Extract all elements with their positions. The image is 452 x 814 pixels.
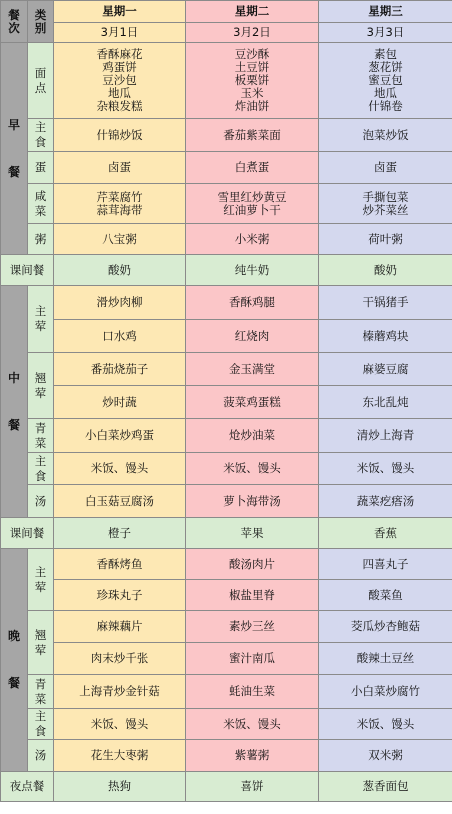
dish-line: 麻婆豆腐 (362, 361, 409, 376)
dish-line: 米饭、馒头 (90, 716, 149, 731)
wed-dish-cell (319, 224, 452, 255)
mon-dish-cell (54, 453, 186, 485)
dish-line: 素包 (374, 47, 397, 61)
tue-dish-cell (186, 386, 319, 419)
dish-line: 炒芥菜丝 (362, 202, 409, 217)
dish-line: 金玉满堂 (229, 361, 275, 376)
tue-dish-cell (186, 549, 319, 580)
dish-line: 香酥麻花 (96, 47, 143, 61)
day-header: 星期一 (54, 1, 186, 23)
tue-snack-cell: 苹果 (186, 518, 319, 549)
mon-dish-cell (54, 152, 186, 184)
mon-dish-cell (54, 549, 186, 580)
date-header: 3月3日 (319, 23, 452, 43)
dish-line: 荷叶粥 (368, 231, 403, 246)
dish-line: 炸油饼 (234, 99, 270, 113)
dish-line: 八宝粥 (102, 231, 137, 246)
dish-line: 米饭、馒头 (223, 461, 281, 475)
category-header-char: 别 (34, 20, 47, 35)
tue-dish-cell (186, 353, 319, 386)
dish-line: 香酥鸡腿 (229, 295, 275, 309)
wed-dish-cell (319, 675, 452, 709)
date-header: 3月2日 (186, 23, 319, 43)
tue-dish-cell (186, 184, 319, 224)
category-char: 主 (34, 453, 47, 468)
tue-dish-cell (186, 453, 319, 485)
dish-line: 酸辣土豆丝 (356, 651, 415, 665)
category-cell (28, 485, 54, 518)
category-cell (28, 419, 54, 453)
dish-line: 麻辣藕片 (96, 619, 143, 633)
mon-dish-cell (54, 184, 186, 224)
category-char: 食 (34, 135, 47, 149)
dish-line: 萝卜海带汤 (223, 493, 281, 508)
dish-line: 清炒上海青 (356, 428, 415, 442)
category-char: 主 (34, 120, 47, 134)
dish-line: 米饭、馒头 (356, 716, 415, 731)
dish-line: 炝炒油菜 (229, 428, 275, 442)
dish-line: 蚝油生菜 (229, 684, 275, 698)
wed-dish-cell (319, 386, 452, 419)
dish-line: 板栗饼 (234, 73, 270, 87)
mon-dish-cell (54, 320, 186, 353)
meal-label-char: 餐 (7, 417, 20, 432)
category-cell (28, 43, 54, 119)
mon-dish-cell (54, 43, 186, 119)
dish-line: 豆沙包 (102, 73, 137, 87)
dish-line: 芹菜腐竹 (96, 189, 143, 204)
dish-line: 杂粮发糕 (96, 99, 143, 113)
dinner-meal-label (1, 549, 28, 772)
category-column-header (28, 1, 54, 43)
dish-line: 口水鸡 (102, 328, 137, 343)
tue-dish-cell (186, 709, 319, 740)
tue-dish-cell (186, 643, 319, 675)
dish-line: 地瓜 (108, 86, 131, 100)
mon-snack-cell: 热狗 (54, 772, 186, 802)
category-char: 主 (34, 564, 47, 579)
dish-line: 榛蘑鸡块 (362, 328, 409, 343)
wed-dish-cell (319, 152, 452, 184)
dish-line: 酸汤肉片 (229, 556, 275, 571)
category-char: 翘 (34, 370, 47, 385)
dish-line: 雪里红炒黄豆 (217, 189, 287, 204)
wed-dish-cell (319, 119, 452, 152)
dish-line: 茭瓜炒杏鲍菇 (351, 619, 420, 633)
dish-line: 蒜茸海带 (96, 202, 143, 217)
mon-dish-cell (54, 709, 186, 740)
tue-dish-cell (186, 580, 319, 611)
category-cell (28, 453, 54, 485)
mon-dish-cell (54, 419, 186, 453)
tue-dish-cell (186, 152, 319, 184)
tue-snack-cell: 喜饼 (186, 772, 319, 802)
wed-dish-cell (319, 643, 452, 675)
dish-line: 紫薯粥 (234, 748, 270, 762)
category-char: 主 (34, 304, 47, 318)
category-cell (28, 119, 54, 152)
meal-label-char: 晚 (7, 629, 20, 643)
category-cell (28, 675, 54, 709)
category-char: 菜 (34, 203, 47, 218)
category-char: 荤 (34, 385, 47, 400)
tue-dish-cell (186, 485, 319, 518)
dish-line: 东北乱炖 (362, 394, 409, 409)
wed-dish-cell (319, 43, 452, 119)
dish-line: 酸菜鱼 (368, 587, 403, 602)
wed-dish-cell (319, 580, 452, 611)
snack_afternoon-label: 课间餐 (1, 518, 54, 549)
tue-dish-cell (186, 43, 319, 119)
category-cell (28, 286, 54, 353)
day-header: 星期二 (186, 1, 319, 23)
dish-line: 土豆饼 (234, 60, 270, 74)
tue-dish-cell (186, 675, 319, 709)
mon-snack-cell: 酸奶 (54, 255, 186, 286)
meal-column-header (1, 1, 28, 43)
category-cell (28, 353, 54, 419)
category-char: 食 (34, 468, 47, 483)
dish-line: 花生大枣粥 (90, 748, 149, 762)
dish-line: 豆沙酥 (234, 47, 270, 61)
wed-dish-cell (319, 419, 452, 453)
mon-dish-cell (54, 611, 186, 643)
breakfast-meal-label (1, 43, 28, 255)
dish-line: 炒时蔬 (102, 394, 137, 409)
dish-line: 肉末炒千张 (90, 651, 149, 665)
dish-line: 什锦炒饭 (96, 127, 143, 142)
category-char: 菜 (34, 435, 47, 450)
dish-line: 玉米 (240, 86, 264, 100)
tue-dish-cell (186, 119, 319, 152)
dish-line: 素炒三丝 (229, 619, 275, 633)
category-cell (28, 709, 54, 740)
mon-snack-cell: 橙子 (54, 518, 186, 549)
category-char: 主 (34, 709, 47, 723)
dish-line: 番茄烧茄子 (90, 361, 149, 376)
tue-dish-cell (186, 740, 319, 772)
tue-dish-cell (186, 419, 319, 453)
tue-dish-cell (186, 320, 319, 353)
dish-line: 红油萝卜干 (223, 202, 281, 217)
dish-line: 四喜丸子 (362, 556, 409, 571)
tue-dish-cell (186, 286, 319, 320)
mon-dish-cell (54, 485, 186, 518)
meal-label-char: 餐 (7, 676, 20, 690)
mon-dish-cell (54, 643, 186, 675)
dish-line: 米饭、馒头 (223, 716, 281, 731)
dish-line: 地瓜 (374, 86, 397, 100)
category-char: 汤 (34, 748, 47, 762)
wed-dish-cell (319, 485, 452, 518)
mon-dish-cell (54, 386, 186, 419)
tue-dish-cell (186, 224, 319, 255)
snack_morning-label: 课间餐 (1, 255, 54, 286)
dish-line: 葱花饼 (368, 60, 403, 74)
lunch-meal-label (1, 286, 28, 518)
dish-line: 什锦卷 (368, 99, 403, 113)
day-header: 星期三 (319, 1, 452, 23)
category-char: 荤 (34, 319, 47, 333)
meal-label-char: 餐 (7, 164, 20, 179)
mon-dish-cell (54, 740, 186, 772)
mon-dish-cell (54, 224, 186, 255)
dish-line: 珍珠丸子 (96, 587, 143, 602)
dish-line: 泡菜炒饭 (362, 127, 409, 142)
category-char: 点 (34, 80, 47, 95)
wed-dish-cell (319, 184, 452, 224)
wed-dish-cell (319, 453, 452, 485)
tue-snack-cell: 纯牛奶 (186, 255, 319, 286)
meal-label-char: 早 (7, 117, 20, 132)
dish-line: 香酥烤鱼 (96, 556, 143, 571)
dish-line: 滑炒肉柳 (96, 295, 143, 309)
category-header-char: 类 (34, 7, 47, 22)
dish-line: 番茄紫菜面 (223, 127, 281, 142)
category-char: 蛋 (34, 160, 47, 174)
dish-line: 小白菜炒腐竹 (351, 684, 420, 698)
dish-line: 手撕包菜 (362, 189, 409, 204)
wed-snack-cell: 香蕉 (319, 518, 452, 549)
dish-line: 蜜豆包 (368, 73, 403, 87)
meal-header-char: 次 (8, 20, 20, 35)
category-char: 食 (34, 724, 47, 738)
category-cell (28, 611, 54, 675)
dish-line: 白玉菇豆腐汤 (85, 493, 154, 508)
dish-line: 菠菜鸡蛋糕 (223, 394, 281, 409)
wed-dish-cell (319, 320, 452, 353)
category-cell (28, 549, 54, 611)
dish-line: 卤蛋 (374, 160, 397, 174)
dish-line: 椒盐里脊 (229, 587, 275, 602)
dish-line: 米饭、馒头 (356, 461, 415, 475)
dish-line: 双米粥 (368, 748, 403, 762)
meal-header-char: 餐 (8, 7, 20, 22)
category-char: 汤 (34, 493, 47, 508)
mon-dish-cell (54, 119, 186, 152)
wed-snack-cell: 酸奶 (319, 255, 452, 286)
wed-snack-cell: 葱香面包 (319, 772, 452, 802)
category-char: 荤 (34, 642, 47, 657)
category-char: 青 (34, 420, 47, 435)
dish-line: 小白菜炒鸡蛋 (85, 428, 154, 442)
wed-dish-cell (319, 709, 452, 740)
category-char: 青 (34, 676, 47, 691)
dish-line: 小米粥 (234, 231, 270, 246)
mon-dish-cell (54, 353, 186, 386)
category-char: 咸 (34, 188, 47, 203)
dish-line: 鸡蛋饼 (102, 60, 137, 74)
category-char: 面 (34, 65, 47, 80)
dish-line: 米饭、馒头 (90, 461, 149, 475)
dish-line: 白煮蛋 (234, 160, 270, 174)
category-char: 粥 (34, 231, 47, 246)
category-cell (28, 152, 54, 184)
category-char: 菜 (34, 691, 47, 706)
wed-dish-cell (319, 286, 452, 320)
mon-dish-cell (54, 675, 186, 709)
wed-dish-cell (319, 740, 452, 772)
wed-dish-cell (319, 611, 452, 643)
wed-dish-cell (319, 549, 452, 580)
meal-label-char: 中 (7, 370, 20, 385)
category-cell (28, 184, 54, 224)
dish-line: 蜜汁南瓜 (229, 651, 275, 665)
tue-dish-cell (186, 611, 319, 643)
wed-dish-cell (319, 353, 452, 386)
dish-line: 卤蛋 (108, 160, 131, 174)
dish-line: 红烧肉 (234, 328, 270, 343)
category-cell (28, 740, 54, 772)
dish-line: 上海青炒金针菇 (79, 684, 160, 698)
date-header: 3月1日 (54, 23, 186, 43)
category-char: 翘 (34, 627, 47, 642)
category-cell (28, 224, 54, 255)
mon-dish-cell (54, 580, 186, 611)
category-char: 荤 (34, 579, 47, 594)
dish-line: 蔬菜疙瘩汤 (356, 493, 415, 508)
mon-dish-cell (54, 286, 186, 320)
dish-line: 干锅猪手 (362, 295, 409, 309)
snack_night-label: 夜点餐 (1, 772, 54, 802)
